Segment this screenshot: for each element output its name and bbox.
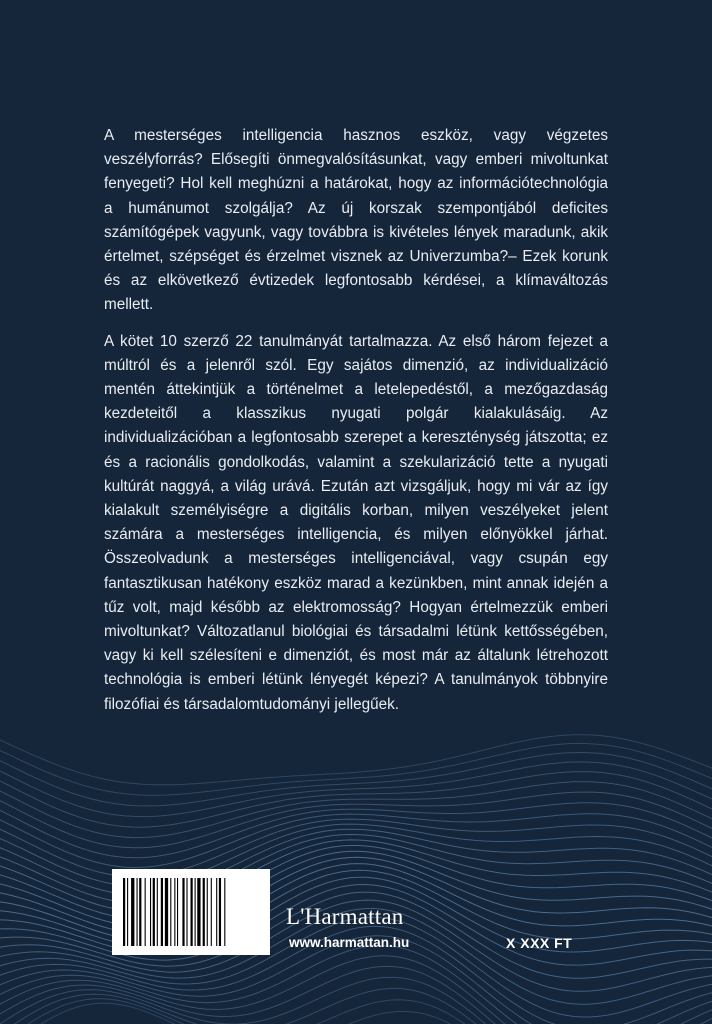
- publisher-website: www.harmattan.hu: [289, 935, 410, 950]
- barcode: [112, 869, 270, 955]
- wave-line: [0, 803, 712, 858]
- barcode-icon: [121, 878, 261, 946]
- wave-line: [0, 814, 712, 868]
- wave-line: [0, 946, 712, 1024]
- blurb-text: [104, 124, 608, 729]
- wave-line: [0, 792, 712, 848]
- publisher-logo: [286, 904, 403, 930]
- wave-line: [0, 977, 712, 1024]
- wave-line: [0, 762, 712, 817]
- blurb-paragraph-2: A kötet 10 szerző 22 tanulmányát tartalmazza. Az első három fejezet a múltról és a jelenről szól. Egy sajátos dimenzió, az individualizáció mentén áttekintjük a történelmet a letelepedéstől, a mezőgazdaság kezdeteitől a klasszikus nyugati polgár kialakulásáig. Az individualizációban a legfontosabb szerepet a kereszténység játszotta; ez és a racionális gondolkodás, valamint a szekularizáció tette a nyugati kultúrát naggyá, a világ urává. Ezután azt vizsgáljuk, hogy mi vár az így kialakult személyiségre a digitális korban, milyen veszélyeket jelent számára a mesterséges intelligencia, és milyen előnyökkel járhat. Összeolvadunk a mesterséges intelligenciával, vagy csupán egy fantasztikusan hatékony eszköz marad a kezünkben, mint annak idején a tűz volt, majd később az elektromosság? Hogyan értelmezzük emberi mivoltunkat? Változatlanul biológiai és társadalmi létünk kettősségében, vagy ki kell szélesíteni e dimenziót, és most már az általunk létrehozott technológia is emberi létünk lényegét képezi? A tanulmányok többnyire filozófiai és társadalomtudományi jellegűek.: [104, 332, 608, 713]
- wave-line: [0, 735, 712, 785]
- wave-line: [0, 743, 712, 795]
- wave-line: [0, 988, 712, 1024]
- publisher-logo-text: L'Harmattan: [286, 904, 404, 929]
- wave-line: [0, 956, 712, 1024]
- blurb-paragraph-1: A mesterséges intelligencia hasznos eszköz, vagy végzetes veszélyforrás? Elősegíti önmegvalósításunkat, vagy emberi mivoltunkat fenyegeti? Hol kell meghúzni a határokat, hogy az információtechnológia a humánumot szolgálja? Az új korszak szempontjából deficites számítógépek vagyunk, vagy továbbra is kivételes lények maradunk, akik értelmet, szépséget és érzelmet visznek az Univerzumba?– Ezek korunk és az elkövetkező évtizedek legfontosabb kérdései, a klímaváltozás mellett.: [104, 127, 608, 314]
- wave-line: [0, 1003, 712, 1024]
- price-label: X XXX FT: [506, 935, 573, 951]
